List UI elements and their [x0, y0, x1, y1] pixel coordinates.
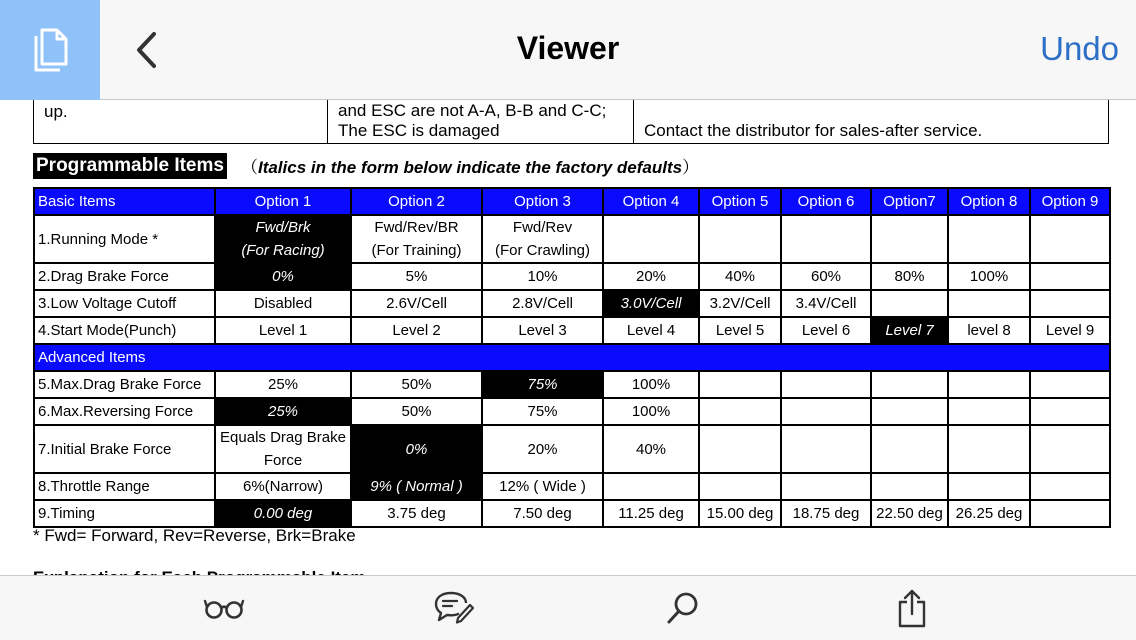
- table-cell: Level 3: [482, 317, 603, 344]
- table-cell: Level 5: [699, 317, 781, 344]
- table-cell: [871, 398, 948, 425]
- row-label: 4.Start Mode(Punch): [34, 317, 215, 344]
- table-cell: Level 9: [1030, 317, 1110, 344]
- advanced-items-label: Advanced Items: [34, 344, 1110, 371]
- table-cell: 80%: [871, 263, 948, 290]
- back-button[interactable]: [128, 28, 164, 72]
- column-header: Option 5: [699, 188, 781, 215]
- table-row: [34, 398, 1110, 425]
- table-cell: [948, 215, 1030, 263]
- table-cell: 0.00 deg: [215, 500, 351, 527]
- share-button[interactable]: [890, 588, 934, 628]
- table-cell: [1030, 371, 1110, 398]
- table-cell: [871, 425, 948, 473]
- table-cell: [781, 398, 871, 425]
- column-header: Option 6: [781, 188, 871, 215]
- row-label: 9.Timing: [34, 500, 215, 527]
- table-cell: 50%: [351, 398, 482, 425]
- search-icon: [665, 590, 701, 626]
- table-cell: 22.50 deg: [871, 500, 948, 527]
- table-cell: Fwd/Rev/BR (For Training): [351, 215, 482, 263]
- column-header: Basic Items: [34, 188, 215, 215]
- table-cell: [948, 290, 1030, 317]
- table-cell: 60%: [781, 263, 871, 290]
- table-cell: 3.4V/Cell: [781, 290, 871, 317]
- row-label: 2.Drag Brake Force: [34, 263, 215, 290]
- table-cell: 26.25 deg: [948, 500, 1030, 527]
- footnote: * Fwd= Forward, Rev=Reverse, Brk=Brake: [33, 526, 356, 545]
- table-cell: [871, 473, 948, 500]
- column-header: Option 8: [948, 188, 1030, 215]
- row-label: 8.Throttle Range: [34, 473, 215, 500]
- table-cell: [1030, 425, 1110, 473]
- section-header: [33, 152, 699, 179]
- table-cell: level 8: [948, 317, 1030, 344]
- table-cell: 15.00 deg: [699, 500, 781, 527]
- table-cell: [781, 473, 871, 500]
- table-cell: 0%: [351, 425, 482, 473]
- table-cell: 3.75 deg: [351, 500, 482, 527]
- table-cell: [699, 398, 781, 425]
- table-cell: 2.8V/Cell: [482, 290, 603, 317]
- table-cell: Level 4: [603, 317, 699, 344]
- table-row: [34, 263, 1110, 290]
- document-view[interactable]: [0, 100, 1136, 576]
- column-header: Option 1: [215, 188, 351, 215]
- table-cell: Fwd/Rev (For Crawling): [482, 215, 603, 263]
- table-cell: 50%: [351, 371, 482, 398]
- advanced-items-row: [34, 344, 1110, 371]
- table-cell: Fwd/Brk (For Racing): [215, 215, 351, 263]
- table-cell: [699, 425, 781, 473]
- table-cell: Level 1: [215, 317, 351, 344]
- table-cell: 7.50 deg: [482, 500, 603, 527]
- table-cell: [1030, 500, 1110, 527]
- undo-button[interactable]: Undo: [1040, 30, 1119, 67]
- table-cell: 75%: [482, 371, 603, 398]
- table-cell: [699, 371, 781, 398]
- table-cell: [781, 215, 871, 263]
- cell-line: and ESC are not A-A, B-B and C-C;: [338, 101, 607, 120]
- table-cell: [338, 101, 606, 144]
- column-header: Option 4: [603, 188, 699, 215]
- table-cell: 25%: [215, 398, 351, 425]
- table-cell: [699, 215, 781, 263]
- table-cell: Level 6: [781, 317, 871, 344]
- table-cell: 40%: [699, 263, 781, 290]
- table-row: [34, 425, 1110, 473]
- table-row: [34, 500, 1110, 527]
- table-row: [34, 215, 1110, 263]
- row-label: 5.Max.Drag Brake Force: [34, 371, 215, 398]
- navigation-bar: [0, 0, 1136, 100]
- column-header: Option 2: [351, 188, 482, 215]
- annotate-button[interactable]: [432, 588, 476, 628]
- table-cell: [1030, 215, 1110, 263]
- table-cell: [948, 425, 1030, 473]
- share-icon: [896, 588, 928, 628]
- table-cell: [781, 371, 871, 398]
- section-title: Programmable Items: [33, 153, 227, 179]
- table-cell: 40%: [603, 425, 699, 473]
- table-cell: [948, 473, 1030, 500]
- bottom-toolbar: [0, 575, 1136, 640]
- page-title: Viewer: [516, 30, 620, 66]
- table-cell: [1030, 263, 1110, 290]
- table-cell: 5%: [351, 263, 482, 290]
- previous-table-fragment: [33, 100, 1109, 144]
- documents-button[interactable]: [0, 0, 100, 100]
- table-cell: [781, 425, 871, 473]
- table-cell: up.: [44, 102, 68, 121]
- table-cell: Level 7: [871, 317, 948, 344]
- programmable-items-table: [33, 187, 1111, 528]
- table-header-row: [34, 188, 1110, 215]
- table-cell: 18.75 deg: [781, 500, 871, 527]
- table-cell: Disabled: [215, 290, 351, 317]
- chevron-left-icon: [134, 31, 158, 69]
- table-cell: 6%(Narrow): [215, 473, 351, 500]
- table-cell: 75%: [482, 398, 603, 425]
- table-cell: 9% ( Normal ): [351, 473, 482, 500]
- row-label: 7.Initial Brake Force: [34, 425, 215, 473]
- table-cell: 2.6V/Cell: [351, 290, 482, 317]
- table-cell: [603, 215, 699, 263]
- table-cell: [871, 215, 948, 263]
- search-button[interactable]: [661, 588, 705, 628]
- table-cell: [871, 290, 948, 317]
- table-cell: Contact the distributor for sales-after service.: [644, 121, 983, 140]
- table-cell: [948, 371, 1030, 398]
- table-cell: Level 2: [351, 317, 482, 344]
- table-row: [34, 290, 1110, 317]
- table-cell: 11.25 deg: [603, 500, 699, 527]
- reading-mode-button[interactable]: [202, 588, 246, 628]
- row-label: 1.Running Mode *: [34, 215, 215, 263]
- divider: [633, 100, 634, 143]
- document-icon: [30, 26, 70, 74]
- comment-edit-icon: [433, 590, 475, 626]
- table-cell: [871, 371, 948, 398]
- row-label: 6.Max.Reversing Force: [34, 398, 215, 425]
- table-cell: 100%: [603, 371, 699, 398]
- table-cell: [699, 473, 781, 500]
- table-cell: [603, 473, 699, 500]
- column-header: Option 3: [482, 188, 603, 215]
- cell-line: The ESC is damaged: [338, 121, 500, 140]
- glasses-icon: [204, 596, 244, 620]
- table-cell: 20%: [603, 263, 699, 290]
- table-cell: 20%: [482, 425, 603, 473]
- table-cell: 25%: [215, 371, 351, 398]
- table-cell: 100%: [603, 398, 699, 425]
- column-header: Option7: [871, 188, 948, 215]
- table-cell: 0%: [215, 263, 351, 290]
- table-row: [34, 473, 1110, 500]
- table-cell: 100%: [948, 263, 1030, 290]
- table-cell: [1030, 290, 1110, 317]
- table-row: [34, 317, 1110, 344]
- column-header: Option 9: [1030, 188, 1110, 215]
- table-cell: [1030, 473, 1110, 500]
- table-cell: [1030, 398, 1110, 425]
- table-cell: 3.2V/Cell: [699, 290, 781, 317]
- table-cell: 10%: [482, 263, 603, 290]
- row-label: 3.Low Voltage Cutoff: [34, 290, 215, 317]
- table-row: [34, 371, 1110, 398]
- section-note: （Italics in the form below indicate the factory defaults）: [240, 158, 700, 177]
- table-cell: [948, 398, 1030, 425]
- table-cell: 12% ( Wide ): [482, 473, 603, 500]
- divider: [327, 100, 328, 143]
- table-cell: Equals Drag Brake Force: [215, 425, 351, 473]
- table-cell: 3.0V/Cell: [603, 290, 699, 317]
